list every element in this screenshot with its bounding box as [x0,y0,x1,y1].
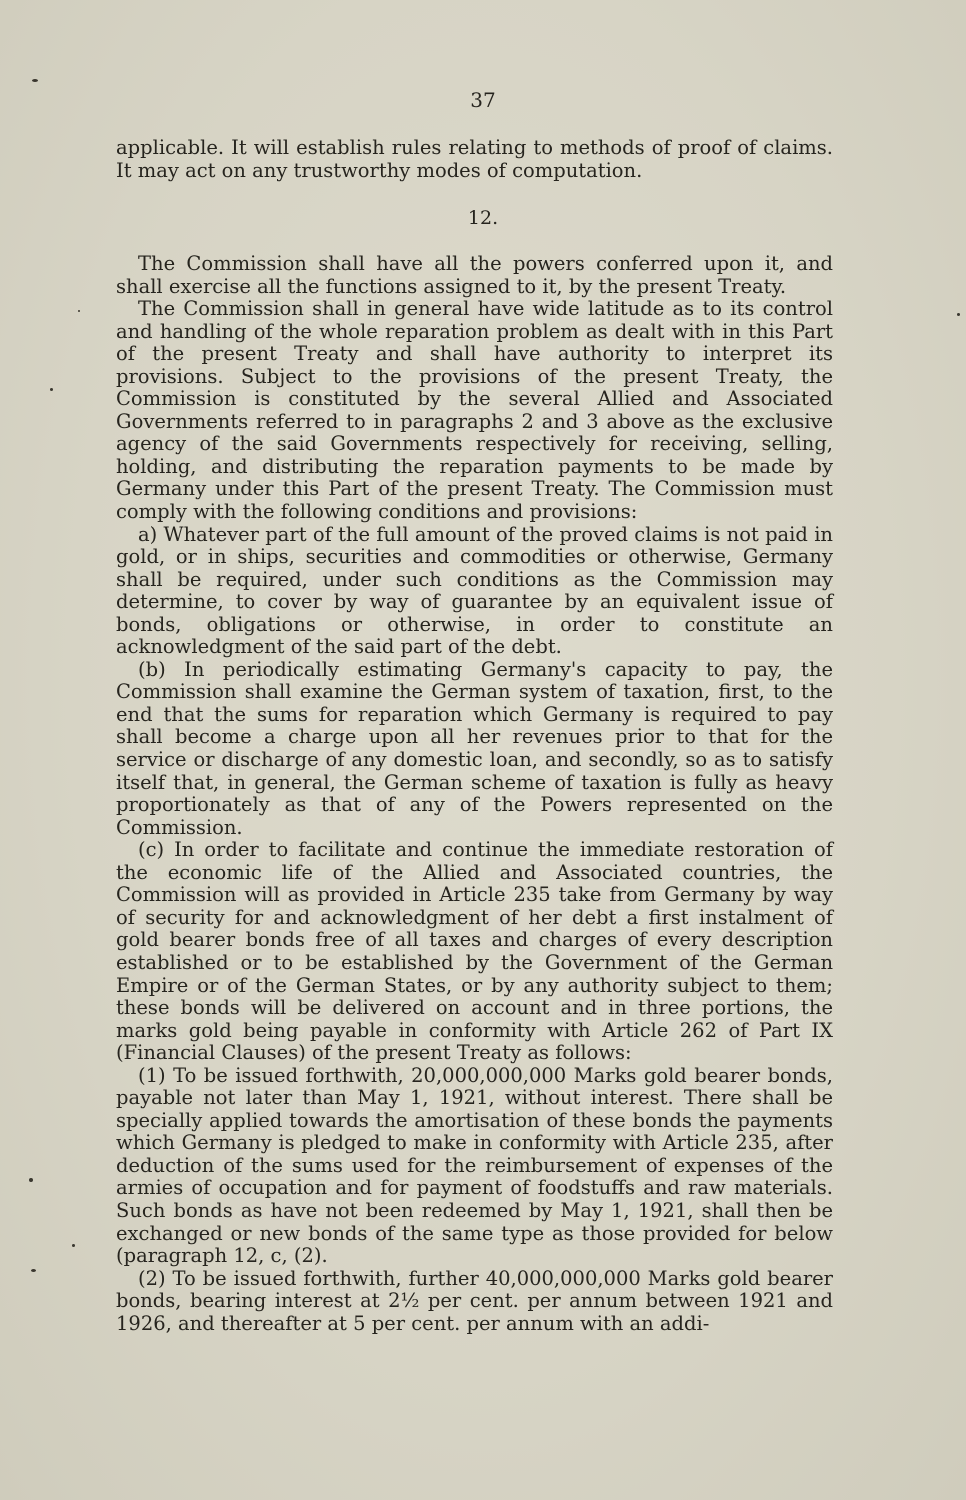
margin-speck [78,310,80,312]
paragraph-continuation: applicable. It will establish rules relating to methods of proof of claims. It may act on any trustworthy modes of computation. [116,136,833,182]
section-number: 12. [467,207,499,229]
continuation-text [116,137,833,182]
margin-speck [29,1178,33,1182]
paragraph-c-1: (1) To be issued forthwith, 20,000,000,000 Marks gold bearer bonds, payable not later than May 1, 1921, without interest. There shall be specially applied towards the amortisation of these bonds the payments which Germany is pledged to make in conformity with Article 235, after deduction of the sums used for the reimbursement of expenses of the armies of occupation and for payment of foodstuffs and raw materials. Such bonds as have not been redeemed by May 1, 1921, shall then be exchanged or new bonds of the same type as those provided for below (paragraph 12, c, (2). [116,1063,833,1268]
margin-speck [50,388,53,391]
paragraph-powers: The Commission shall have all the powers conferred upon it, and shall exercise all the functions assigned to it, by the present Treaty. [116,252,833,298]
paragraph-b: (b) In periodically estimating Germany's capacity to pay, the Commission shall examine the German system of taxation, first, to the end that the sums for reparation which Germany is required to pay shall become a charge upon all her revenues prior to that for the service or discharge of any domestic loan, and secondly, so as to satisfy itself that, in general, the German scheme of taxation is fully as heavy proportionately as that of any of the Powers represented on the Commission. [116,657,833,839]
paragraph-a: a) Whatever part of the full amount of the proved claims is not paid in gold, or in ships, securities and commodities or otherwise, Germany shall be required, under such conditions as the Commission may determine, to cover by way of guarantee by an equivalent issue of bonds, obligations or otherwise, in order to constitute an acknowledgment of the said part of the debt. [116,522,833,659]
margin-speck [32,79,38,82]
paragraph-c-2: (2) To be issued forthwith, further 40,000,000,000 Marks gold bearer bonds, bearing interest at 2½ per cent. per annum between 1921 and 1926, and thereafter at 5 per cent. per annum with an addi- [116,1266,833,1335]
section-body [116,253,833,1335]
page-number: 37 [470,88,496,112]
paragraph-c: (c) In order to facilitate and continue the immediate restoration of the economic life of the Allied and Associated countries, the Commission will as provided in Article 235 take from Germany by way of security for and acknowledgment of her debt a first instalment of gold bearer bonds free of all taxes and charges of every description established or to be established by the Government of the German Empire or of the German States, or by any authority subject to them; these bonds will be delivered on account and in three portions, the marks gold being payable in conformity with Article 262 of Part IX (Financial Clauses) of the present Treaty as follows: [116,838,833,1065]
paragraph-latitude: The Commission shall in general have wide latitude as to its control and handling of the whole reparation problem as dealt with in this Part of the present Treaty and shall have authority to interpret its provisions. Subject to the provisions of the present Treaty, the Commission is constituted by the several Allied and Associated Governments referred to in paragraphs 2 and 3 above as the exclusive agency of the said Governments respectively for receiving, selling, holding, and distributing the reparation payments to be made by Germany under this Part of the present Treaty. The Commission must comply with the following conditions and provisions: [116,297,833,524]
margin-speck [72,1244,75,1247]
margin-speck [957,313,960,316]
margin-speck [31,1269,36,1272]
